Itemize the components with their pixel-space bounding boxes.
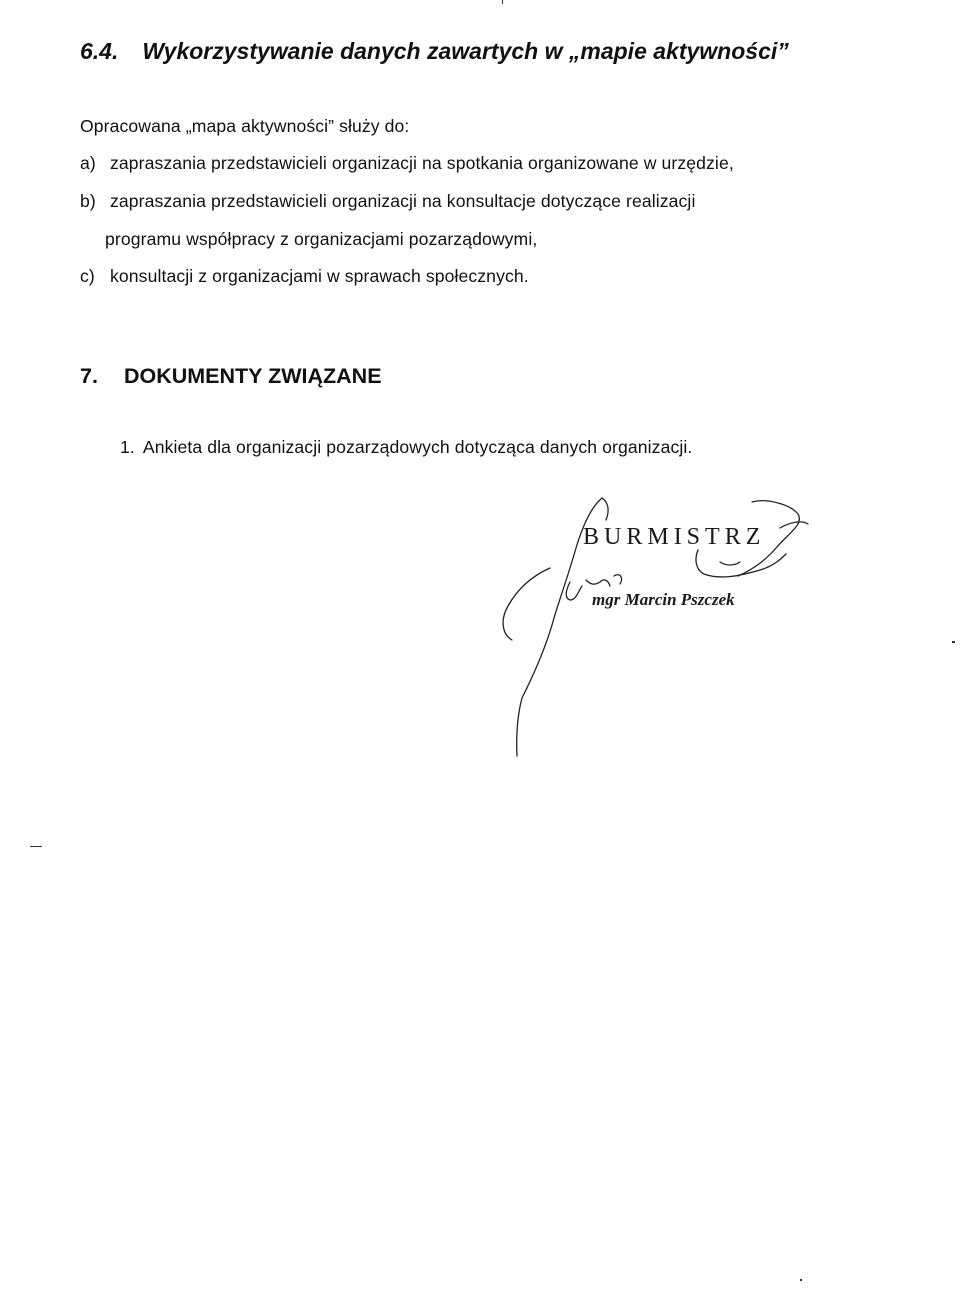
section-7-heading [80,364,382,389]
list-item-label: a) [80,153,96,173]
stamp-title: BURMISTRZ [583,524,766,550]
related-document-text: Ankieta dla organizacji pozarządowych dotycząca danych organizacji. [142,437,693,457]
list-item-text: konsultacji z organizacjami w sprawach społecznych. [110,266,529,286]
intro-text: Opracowana „mapa aktywności” służy do: [80,116,410,136]
section-6-4-heading [80,38,789,65]
list-item-label: c) [80,266,95,286]
list-item-text: programu współpracy z organizacjami pozarządowymi, [105,229,538,249]
list-item-b-continued [105,229,537,250]
list-item-text: zapraszania przedstawicieli organizacji na konsultacje dotyczące realizacji [110,191,696,211]
section-title: DOKUMENTY ZWIĄZANE [123,364,382,388]
scan-speck [952,641,955,643]
list-item-c [80,266,529,287]
stamp-name: mgr Marcin Pszczek [592,590,735,609]
scan-speck [502,0,503,4]
scan-speck [800,1279,802,1281]
list-item-b [80,191,695,212]
section-number: 7. [80,364,98,388]
related-document-number: 1. [120,437,135,457]
list-item-label: b) [80,191,96,211]
scan-speck [30,846,42,847]
related-document-item [120,437,692,458]
section-title: Wykorzystywanie danych zawartych w „mapie aktywności” [142,38,789,64]
list-item-a [80,153,734,174]
handwritten-signature [490,488,820,778]
section-number: 6.4. [80,38,119,64]
list-item-text: zapraszania przedstawicieli organizacji na spotkania organizowane w urzędzie, [110,153,734,173]
